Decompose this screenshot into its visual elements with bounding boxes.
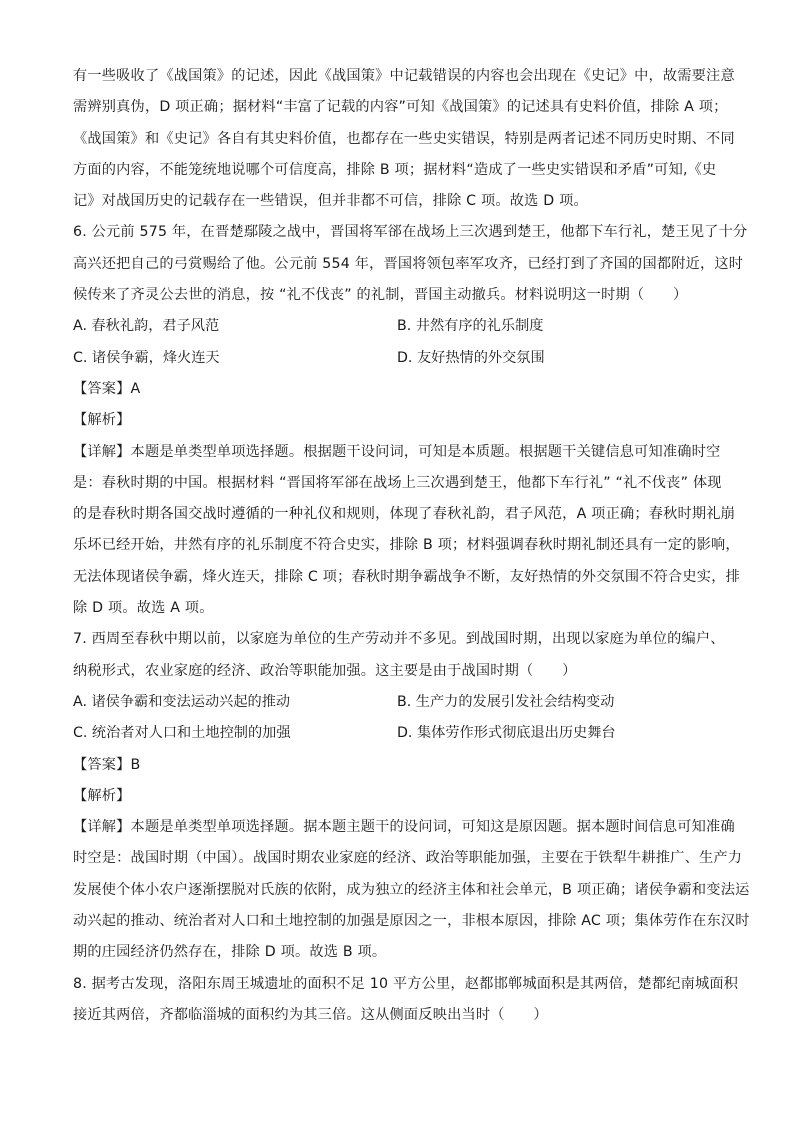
question-6 <box>73 217 748 624</box>
option-a: A. 春秋礼韵，君子风范 <box>73 318 220 335</box>
options-row <box>73 311 723 342</box>
options-row <box>73 687 723 718</box>
detail-line: 是：春秋时期的中国。根据材料 “晋国将军郤在战场上三次遇到楚王，他都下车行礼” “礼不伐丧” 体现 <box>73 474 722 491</box>
question-8 <box>73 969 739 1032</box>
answer-line: 【答案】A <box>73 380 141 397</box>
option-b: B. 生产力的发展引发社会结构变动 <box>397 693 615 710</box>
answer-line: 【答案】B <box>73 756 141 773</box>
analysis-line: 有一些吸收了《战国策》的记述，因此《战国策》中记载错误的内容也会出现在《史记》中，故需要注意 <box>73 68 735 84</box>
page-content <box>73 61 750 1031</box>
detail-line: 【详解】本题是单类型单项选择题。据本题主题干的设问词，可知这是原因题。据本题时间信息可知准确 <box>73 819 735 836</box>
analysis-line: 需辨别真伪，D 项正确；据材料“丰富了记载的内容”可知《战国策》的记述具有史料价值，排除 A 项； <box>73 99 728 116</box>
options-row <box>73 343 723 374</box>
detail-line: 无法体现诸侯争霸，烽火连天，排除 C 项；春秋时期争霸战争不断，友好热情的外交氛围不符合史实，排 <box>73 568 740 585</box>
analysis-line: 记》对战国历史的记载存在一些错误，但并非都不可信，排除 C 项。故选 D 项。 <box>73 193 588 210</box>
detail-line: 时空是：战国时期（中国）。战国时期农业家庭的经济、政治等职能加强，主要在于铁犁牛耕推广、生产力 <box>73 850 743 867</box>
options-row <box>73 718 723 749</box>
question-7 <box>73 624 750 968</box>
detail-line: 期的庄园经济仍然存在，排除 D 项。故选 B 项。 <box>73 944 387 961</box>
question-stem-line: 8. 据考古发现，洛阳东周王城遗址的面积不足 10 平方公里，赵都邯郸城面积是其两倍，楚都纪南城面积 <box>73 975 739 992</box>
question-stem-line: 6. 公元前 575 年，在晋楚鄢陵之战中，晋国将军郤在战场上三次遇到楚王，他都下车行礼，楚王见了十分 <box>73 224 748 241</box>
option-c: C. 诸侯争霸，烽火连天 <box>73 349 220 366</box>
detail-line: 乐坏已经开始，井然有序的礼乐制度不符合史实，排除 B 项；材料强调春秋时期礼制还具有一定的影响， <box>73 537 740 554</box>
analysis-heading: 【解析】 <box>73 412 131 429</box>
option-d: D. 友好热情的外交氛围 <box>397 349 545 366</box>
option-d: D. 集体劳作形式彻底退出历史舞台 <box>397 725 616 742</box>
previous-question-analysis <box>73 61 735 217</box>
question-stem-line: 接近其两倍，齐都临淄城的面积约为其三倍。这从侧面反映出当时（ ） <box>73 1006 548 1023</box>
option-a: A. 诸侯争霸和变法运动兴起的推动 <box>73 693 291 710</box>
question-stem-line: 纳税形式，农业家庭的经济、政治等职能加强。这主要是由于战国时期（ ） <box>73 662 577 679</box>
analysis-line: 《战国策》和《史记》各自有其史料价值，也都存在一些史实错误，特别是两者记述不同历史时期、不同 <box>73 130 735 147</box>
question-stem-line: 7. 西周至春秋中期以前，以家庭为单位的生产劳动并不多见。到战国时期，出现以家庭为单位的编户、 <box>73 631 725 648</box>
question-stem-line: 高兴还把自己的弓赏赐给了他。公元前 554 年，晋国将领包率军攻齐，已经打到了齐国的国都附近，这时 <box>73 255 744 272</box>
question-stem-line: 候传来了齐灵公去世的消息，按 “礼不伐丧” 的礼制，晋国主动撤兵。材料说明这一时期（ ） <box>73 287 688 304</box>
analysis-line: 方面的内容，不能笼统地说哪个可信度高，排除 B 项；据材料“造成了一些史实错误和矛盾”可知,《史 <box>73 161 717 178</box>
detail-line: 【详解】本题是单类型单项选择题。根据题干设问词，可知是本质题。根据题干关键信息可知准确时空 <box>73 443 721 460</box>
detail-line: 除 D 项。故选 A 项。 <box>73 600 214 617</box>
detail-line: 发展使个体小农户逐渐摆脱对氏族的依附，成为独立的经济主体和社会单元，B 项正确；诸侯争霸和变法运 <box>73 881 750 898</box>
option-c: C. 统治者对人口和土地控制的加强 <box>73 725 291 742</box>
option-b: B. 井然有序的礼乐制度 <box>397 318 544 335</box>
analysis-heading: 【解析】 <box>73 787 131 804</box>
detail-line: 的是春秋时期各国交战时遵循的一种礼仪和规则，体现了春秋礼韵，君子风范，A 项正确；春秋时期礼崩 <box>73 506 736 523</box>
detail-line: 动兴起的推动、统治者对人口和土地控制的加强是原因之一，非根本原因，排除 AC 项；集体劳作在东汉时 <box>73 913 750 930</box>
